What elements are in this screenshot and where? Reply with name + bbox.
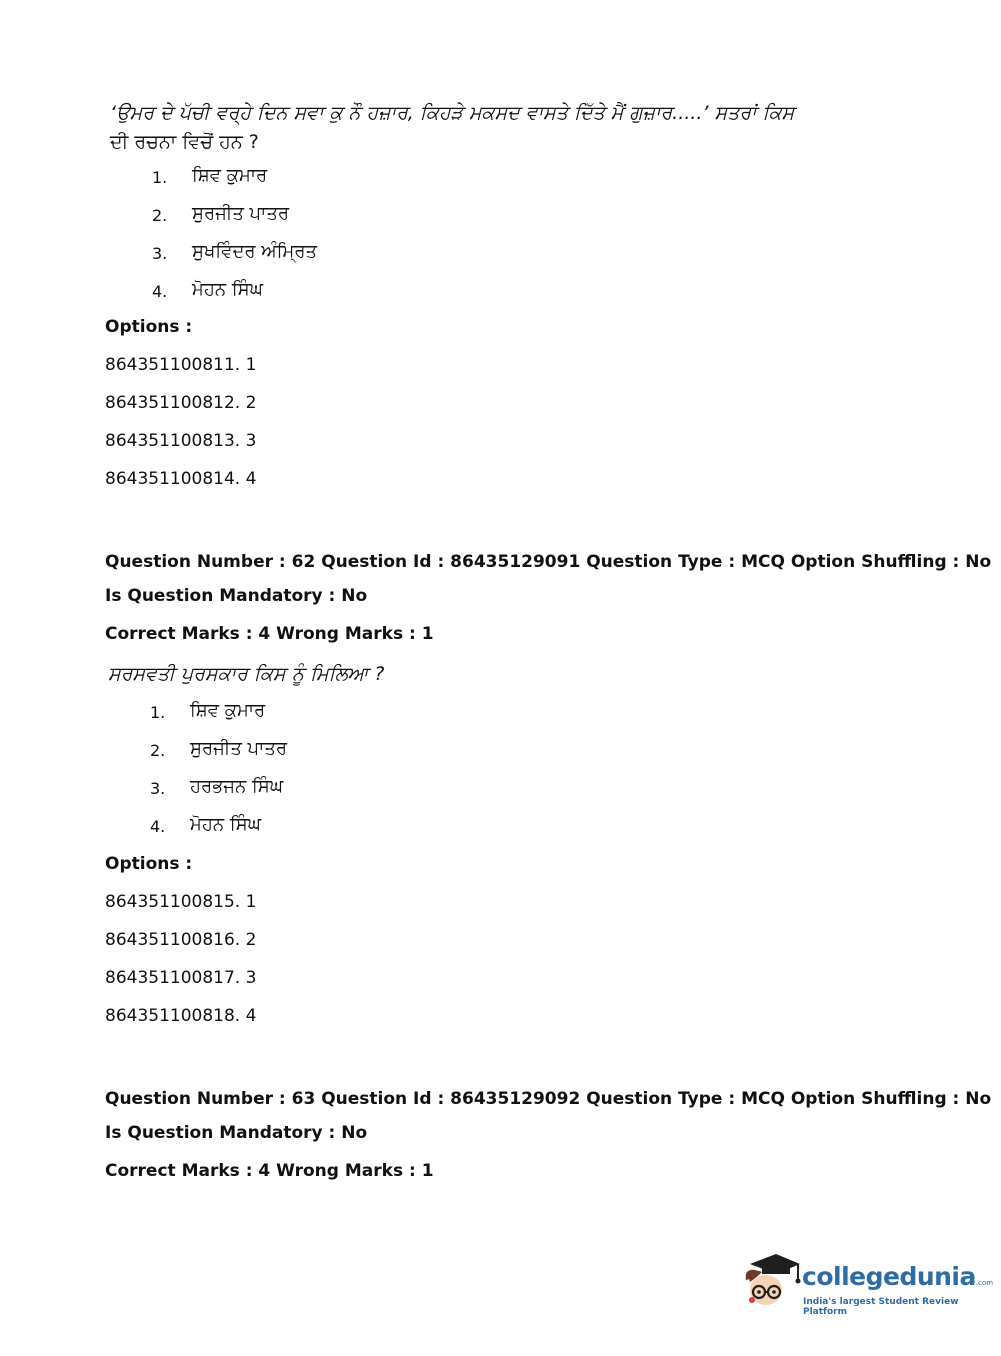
q61-choice-1-text: ਸ਼ਿਵ ਕੁਮਾਰ — [192, 165, 268, 186]
q61-choice-3-text: ਸੁਖਵਿੰਦਰ ਅੰਮ੍ਰਿਤ — [192, 241, 318, 262]
q62-choice-2-text: ਸੁਰਜੀਤ ਪਾਤਰ — [190, 738, 287, 759]
q62-choice-3-num: 3. — [150, 779, 166, 798]
q61-choice-4-num: 4. — [152, 282, 168, 301]
q62-option-4: 864351100818. 4 — [105, 1006, 257, 1026]
q61-choice-1-num: 1. — [152, 168, 168, 187]
q61-option-3: 864351100813. 3 — [105, 431, 257, 451]
logo-suffix: .com — [975, 1279, 994, 1287]
q61-choice-2-num: 2. — [152, 206, 168, 225]
q62-marks: Correct Marks : 4 Wrong Marks : 1 — [105, 624, 434, 644]
q62-header-line2: Is Question Mandatory : No — [105, 586, 368, 606]
q62-option-3: 864351100817. 3 — [105, 968, 257, 988]
collegedunia-logo — [802, 1262, 993, 1291]
q62-header-line1: Question Number : 62 Question Id : 86435129091 Question Type : MCQ Option Shuffling : No — [105, 552, 992, 572]
q61-choice-4-text: ਮੋਹਨ ਸਿੰਘ — [192, 279, 264, 300]
q62-options-label: Options : — [105, 854, 193, 874]
q62-option-1: 864351100815. 1 — [105, 892, 257, 912]
logo-tagline: India's largest Student Review Platform — [803, 1297, 959, 1317]
logo-name: collegedunia — [802, 1262, 976, 1291]
q61-option-2: 864351100812. 2 — [105, 393, 257, 413]
q61-text-line2: ਦੀ ਰਚਨਾ ਵਿਚੋਂ ਹਨ ? — [110, 131, 259, 153]
q62-choice-3-text: ਹਰਭਜਨ ਸਿੰਘ — [190, 776, 284, 797]
q61-option-1: 864351100811. 1 — [105, 355, 257, 375]
q63-header-line2: Is Question Mandatory : No — [105, 1123, 368, 1143]
q62-text: ਸਰਸਵਤੀ ਪੁਰਸਕਾਰ ਕਿਸ ਨੂੰ ਮਿਲਿਆ ? — [108, 663, 385, 685]
q61-text-line1: ‘ਉਮਰ ਦੇ ਪੱਚੀ ਵਰ੍ਹੇ ਦਿਨ ਸਵਾ ਕੁ ਨੌ ਹਜ਼ਾਰ, ਕਿਹੜੇ ਮਕਸਦ ਵਾਸਤੇ ਦਿੱਤੇ ਮੈਂ ਗੁਜ਼ਾਰ.....’ ਸਤਰਾਂ ਕਿਸ — [110, 102, 795, 124]
q63-header-line1: Question Number : 63 Question Id : 86435129092 Question Type : MCQ Option Shuffling : No — [105, 1089, 992, 1109]
q63-marks: Correct Marks : 4 Wrong Marks : 1 — [105, 1161, 434, 1181]
q61-option-4: 864351100814. 4 — [105, 469, 257, 489]
q62-choice-4-text: ਮੋਹਨ ਸਿੰਘ — [190, 814, 262, 835]
q61-options-label: Options : — [105, 317, 193, 337]
collegedunia-mascot-icon — [742, 1250, 804, 1312]
q62-choice-1-text: ਸ਼ਿਵ ਕੁਮਾਰ — [190, 700, 266, 721]
q62-choice-2-num: 2. — [150, 741, 166, 760]
q61-choice-3-num: 3. — [152, 244, 168, 263]
q62-choice-4-num: 4. — [150, 817, 166, 836]
q62-option-2: 864351100816. 2 — [105, 930, 257, 950]
q61-choice-2-text: ਸੁਰਜੀਤ ਪਾਤਰ — [192, 203, 289, 224]
q62-choice-1-num: 1. — [150, 703, 166, 722]
